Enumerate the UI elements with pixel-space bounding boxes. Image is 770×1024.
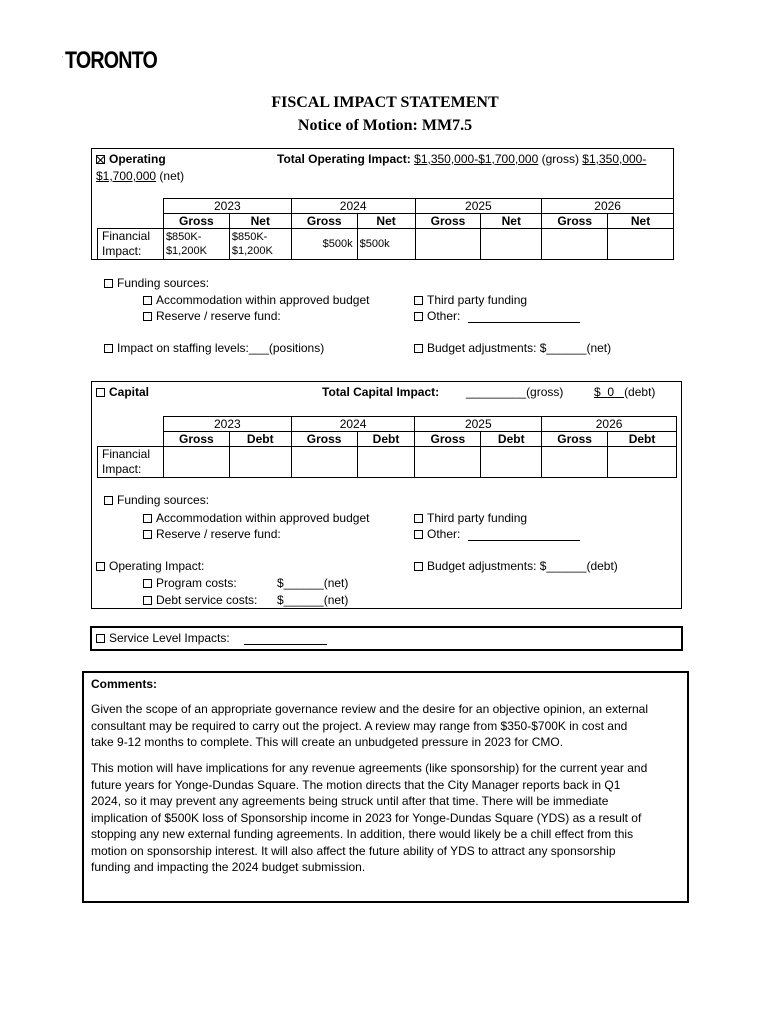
checkbox-icon[interactable] [96, 388, 105, 397]
total-operating-impact: Total Operating Impact: $1,350,000-$1,700,000 (gross) $1,350,000- [277, 152, 647, 166]
checkbox-icon[interactable] [143, 579, 152, 588]
col-net: Net [481, 214, 542, 229]
third-party-row[interactable]: Third party funding [414, 293, 527, 307]
col-gross: Gross [163, 214, 229, 229]
year-header: 2025 [415, 417, 542, 432]
cap-reserve-row[interactable]: Reserve / reserve fund: [143, 527, 281, 541]
checkbox-icon[interactable] [414, 514, 423, 523]
checkbox-icon[interactable] [414, 344, 423, 353]
total-operating-net: $1,700,000 (net) [96, 169, 185, 183]
cap-other-row[interactable]: Other: [414, 527, 460, 541]
cell-2024-net: $500k [357, 229, 415, 260]
cell-2025-debt [481, 447, 542, 478]
col-gross: Gross [542, 432, 608, 447]
accommodation-row[interactable]: Accommodation within approved budget [143, 293, 369, 307]
year-header: 2024 [291, 417, 415, 432]
checkbox-icon[interactable] [143, 312, 152, 321]
operating-label: Operating [109, 152, 166, 166]
checkbox-icon[interactable] [104, 496, 113, 505]
capital-label: Capital [109, 385, 150, 399]
col-debt: Debt [481, 432, 542, 447]
total-capital-debt: $ 0 (debt) [594, 385, 656, 399]
col-debt: Debt [608, 432, 677, 447]
checkbox-icon[interactable] [414, 562, 423, 571]
checkbox-icon[interactable] [414, 296, 423, 305]
page-title: FISCAL IMPACT STATEMENT [271, 94, 499, 111]
checkbox-icon[interactable] [96, 634, 105, 643]
checkbox-icon[interactable] [414, 312, 423, 321]
staffing-row[interactable]: Impact on staffing levels:___(positions) [104, 341, 324, 355]
checkbox-icon[interactable] [143, 596, 152, 605]
page-subtitle: Notice of Motion: MM7.5 [297, 117, 473, 134]
col-gross: Gross [291, 214, 357, 229]
cap-funding-sources-row[interactable]: Funding sources: [104, 493, 209, 507]
col-gross: Gross [542, 214, 608, 229]
year-header: 2026 [542, 199, 674, 214]
col-debt: Debt [229, 432, 291, 447]
checkbox-icon[interactable] [143, 296, 152, 305]
operating-impact-row[interactable]: Operating Impact: [96, 559, 204, 573]
cell-2023-debt [229, 447, 291, 478]
col-net: Net [357, 214, 415, 229]
year-header: 2023 [163, 199, 291, 214]
year-header: 2025 [415, 199, 542, 214]
checkbox-icon[interactable] [143, 530, 152, 539]
year-header: 2026 [542, 417, 677, 432]
checked-box-icon[interactable] [96, 155, 105, 164]
operating-financial-table [97, 198, 674, 260]
cell-2026-gross [542, 229, 608, 260]
program-costs-row[interactable]: Program costs: [143, 576, 237, 590]
checkbox-icon[interactable] [104, 344, 113, 353]
comments-heading: Comments: [91, 677, 158, 691]
cap-budget-adjustments-row[interactable]: Budget adjustments: $______(debt) [414, 559, 618, 573]
cell-2026-debt [608, 447, 677, 478]
comments-paragraph-2: This motion will have implications for any revenue agreements (like sponsorship) for the current year and future years for Yonge-Dundas Square. The motion directs that the City Manager reports back in Q1 2024, so it may prevent any agreements being struck until after that time. There will be immediate implication of $500K loss of Sponsorship income in 2023 for Yonge-Dundas Square (YDS) as a result of stopping any new external funding agreements. In addition, there would likely be a chill effect from this motion on sponsorship interest. It will also affect the future ability of YDS to attract any sponsorship funding and impacting the 2024 budget submission. [91, 761, 648, 874]
operating-checkbox-row[interactable] [96, 152, 166, 166]
service-level-field[interactable] [244, 644, 327, 645]
checkbox-icon[interactable] [96, 562, 105, 571]
funding-sources-row[interactable]: Funding sources: [104, 276, 209, 290]
capital-checkbox-row[interactable] [96, 385, 149, 399]
cap-third-party-row[interactable]: Third party funding [414, 511, 527, 525]
cell-2023-gross [163, 447, 229, 478]
cell-2023-net: $850K- $1,200K [229, 229, 291, 260]
year-header: 2024 [291, 199, 415, 214]
debt-service-value[interactable]: $______(net) [277, 593, 349, 607]
year-header: 2023 [163, 417, 291, 432]
cell-2024-gross: $500k [291, 229, 357, 260]
col-net: Net [608, 214, 674, 229]
capital-financial-table [97, 416, 677, 478]
col-gross: Gross [291, 432, 357, 447]
city-hall-icon [62, 40, 63, 74]
cell-2024-debt [357, 447, 415, 478]
service-level-row[interactable]: Service Level Impacts: [96, 631, 230, 645]
cell-2025-gross [415, 447, 481, 478]
cap-other-field[interactable] [468, 540, 580, 541]
col-gross: Gross [163, 432, 229, 447]
other-row[interactable]: Other: [414, 309, 460, 323]
other-field[interactable] [468, 322, 580, 323]
toronto-logo [62, 38, 177, 74]
budget-adjustments-row[interactable]: Budget adjustments: $______(net) [414, 341, 611, 355]
total-capital-gross: _________(gross) [466, 385, 564, 399]
cap-accommodation-row[interactable]: Accommodation within approved budget [143, 511, 369, 525]
cell-2026-gross [542, 447, 608, 478]
reserve-row[interactable]: Reserve / reserve fund: [143, 309, 281, 323]
cell-2023-gross: $850K- $1,200K [163, 229, 229, 260]
col-debt: Debt [357, 432, 415, 447]
col-net: Net [229, 214, 291, 229]
logo-text: TORONTO [64, 47, 157, 74]
comments-paragraph-1: Given the scope of an appropriate governance review and the desire for an objective opinion, an external consultant may be required to carry out the project. A review may range from $350-$700K in cost and take 9-12 months to complete. This will create an unbudgeted pressure in 2023 for CMO. [91, 702, 649, 749]
total-capital-label: Total Capital Impact: [322, 385, 440, 399]
col-gross: Gross [415, 214, 481, 229]
program-costs-value[interactable]: $______(net) [277, 576, 349, 590]
row-label: Financial Impact: [98, 447, 164, 478]
checkbox-icon[interactable] [414, 530, 423, 539]
cell-2026-net [608, 229, 674, 260]
row-label: Financial Impact: [98, 229, 164, 260]
checkbox-icon[interactable] [104, 279, 113, 288]
cell-2024-gross [291, 447, 357, 478]
cell-2025-net [481, 229, 542, 260]
col-gross: Gross [415, 432, 481, 447]
debt-service-row[interactable]: Debt service costs: [143, 593, 257, 607]
checkbox-icon[interactable] [143, 514, 152, 523]
cell-2025-gross [415, 229, 481, 260]
